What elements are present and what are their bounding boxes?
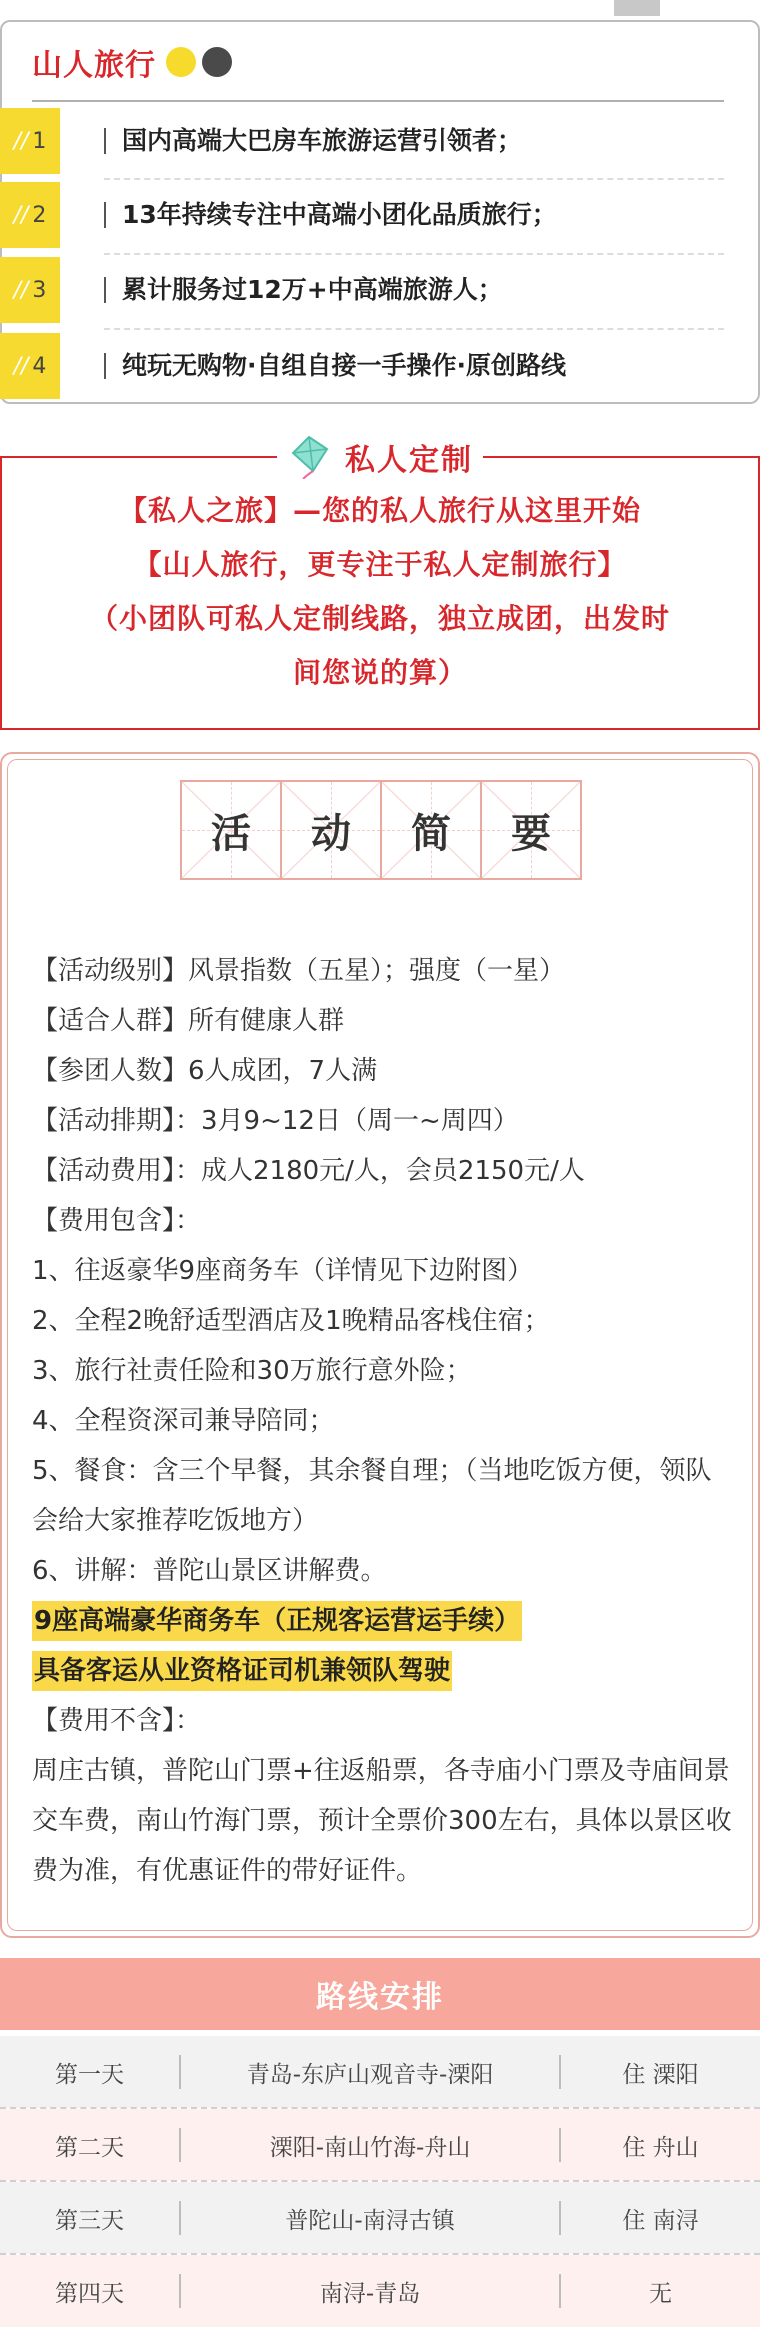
feature-text: 国内高端大巴房车旅游运营引领者； <box>122 126 523 155</box>
route-day: 第二天 <box>55 2134 125 2161</box>
highlight-vehicle: 9座高端豪华商务车（正规客运营运手续） <box>32 1601 522 1641</box>
summary-body <box>32 946 732 1896</box>
feature-divider <box>104 253 724 255</box>
excluded-title: 【费用不含】： <box>32 1706 202 1736</box>
custom-line: 【私人之旅】—您的私人旅行从这里开始 <box>118 494 641 527</box>
feature-text: 累计服务过12万+中高端旅游人； <box>122 275 503 304</box>
route-table-header: 路线安排 <box>0 1958 760 2030</box>
included-item-2: 2、全程2晚舒适型酒店及1晚精品客栈住宿； <box>32 1306 550 1336</box>
slash-mark: // <box>13 202 29 228</box>
summary-line-level: 【活动级别】风景指数（五星）；强度（一星） <box>32 956 566 986</box>
slash-mark: // <box>13 128 29 154</box>
title-grid-cell <box>382 782 482 878</box>
kite-icon <box>287 435 331 479</box>
route-stay: 住 舟山 <box>622 2134 699 2161</box>
title-char: 要 <box>511 810 551 857</box>
title-char: 简 <box>411 810 451 857</box>
feature-row-4 <box>0 333 760 399</box>
slash-mark: // <box>13 353 29 379</box>
summary-line-schedule: 【活动排期】：3月9~12日（周一~周四） <box>32 1106 519 1136</box>
feature-separator <box>104 277 106 303</box>
title-grid-cell <box>282 782 382 878</box>
included-item-1: 1、往返豪华9座商务车（详情见下边附图） <box>32 1256 534 1286</box>
title-char: 活 <box>211 810 251 857</box>
summary-line-group-size: 【参团人数】6人成团，7人满 <box>32 1056 378 1086</box>
highlight-block <box>32 1646 732 1696</box>
route-row-day1 <box>0 2036 760 2108</box>
summary-line-audience: 【适合人群】所有健康人群 <box>32 1006 345 1036</box>
summary-title-grid <box>180 780 582 880</box>
custom-line: （小团队可私人定制线路，独立成团，出发时 <box>89 602 670 635</box>
route-day: 第三天 <box>55 2207 125 2234</box>
title-grid-cell <box>482 782 580 878</box>
title-grid-cell <box>182 782 282 878</box>
feature-separator <box>104 128 106 154</box>
route-path: 青岛-东庐山观音寺-溧阳 <box>246 2061 494 2088</box>
feature-text: 纯玩无购物·自组自接一手操作·原创路线 <box>122 351 566 380</box>
feature-number-badge <box>0 182 60 248</box>
feature-row-1 <box>0 108 760 174</box>
feature-divider <box>104 328 724 330</box>
feature-number-badge <box>0 257 60 323</box>
feature-separator <box>104 202 106 228</box>
route-path: 南浔-青岛 <box>319 2280 421 2307</box>
feature-text: 13年持续专注中高端小团化品质旅行； <box>122 200 557 229</box>
brand-title: 山人旅行 <box>32 48 156 83</box>
feature-row-2 <box>0 182 760 248</box>
feature-number: 1 <box>32 128 47 154</box>
excluded-text: 周庄古镇，普陀山门票+往返船票，各寺庙小门票及寺庙间景交车费，南山竹海门票，预计全票价300左右，具体以景区收费为准，有优惠证件的带好证件。 <box>32 1756 732 1886</box>
custom-section-header <box>0 432 760 482</box>
feature-separator <box>104 353 106 379</box>
feature-number: 3 <box>32 277 47 303</box>
yellow-dot-icon <box>166 47 196 77</box>
feature-number-badge <box>0 108 60 174</box>
route-day: 第一天 <box>55 2061 125 2088</box>
route-stay: 无 <box>649 2280 673 2307</box>
custom-line: 【山人旅行，更专注于私人定制旅行】 <box>133 548 627 581</box>
summary-line-price: 【活动费用】：成人2180元/人，会员2150元/人 <box>32 1156 585 1186</box>
custom-line: 间您说的算） <box>292 656 467 689</box>
route-row-day2 <box>0 2109 760 2181</box>
included-item-4: 4、全程资深司兼导陪同； <box>32 1406 335 1436</box>
included-item-5: 5、餐食：含三个早餐，其余餐自理；（当地吃饭方便，领队会给大家推荐吃饭地方） <box>32 1456 712 1536</box>
title-char: 动 <box>311 810 351 857</box>
included-item-6: 6、讲解：普陀山景区讲解费。 <box>32 1556 387 1586</box>
brand-title-underline <box>32 100 724 102</box>
feature-number: 4 <box>32 353 47 379</box>
brand-card-tab <box>614 0 660 16</box>
route-path: 溧阳-南山竹海-舟山 <box>269 2134 471 2161</box>
route-day: 第四天 <box>55 2280 125 2307</box>
custom-text-block <box>20 484 740 700</box>
included-item-3: 3、旅行社责任险和30万旅行意外险； <box>32 1356 472 1386</box>
route-row-day4 <box>0 2255 760 2327</box>
feature-number-badge <box>0 333 60 399</box>
brand-title-row <box>32 32 232 92</box>
highlight-driver: 具备客运从业资格证司机兼领队驾驶 <box>32 1651 452 1691</box>
slash-mark: // <box>13 277 29 303</box>
feature-divider <box>104 178 724 180</box>
route-stay: 住 溧阳 <box>622 2061 699 2088</box>
route-row-day3 <box>0 2182 760 2254</box>
dark-dot-icon <box>202 47 232 77</box>
summary-line-included-title: 【费用包含】： <box>32 1206 202 1236</box>
route-stay: 住 南浔 <box>622 2207 699 2234</box>
feature-number: 2 <box>32 202 47 228</box>
feature-row-3 <box>0 257 760 323</box>
route-path: 普陀山-南浔古镇 <box>285 2207 455 2234</box>
custom-title: 私人定制 <box>345 443 473 478</box>
highlight-block <box>32 1596 732 1646</box>
